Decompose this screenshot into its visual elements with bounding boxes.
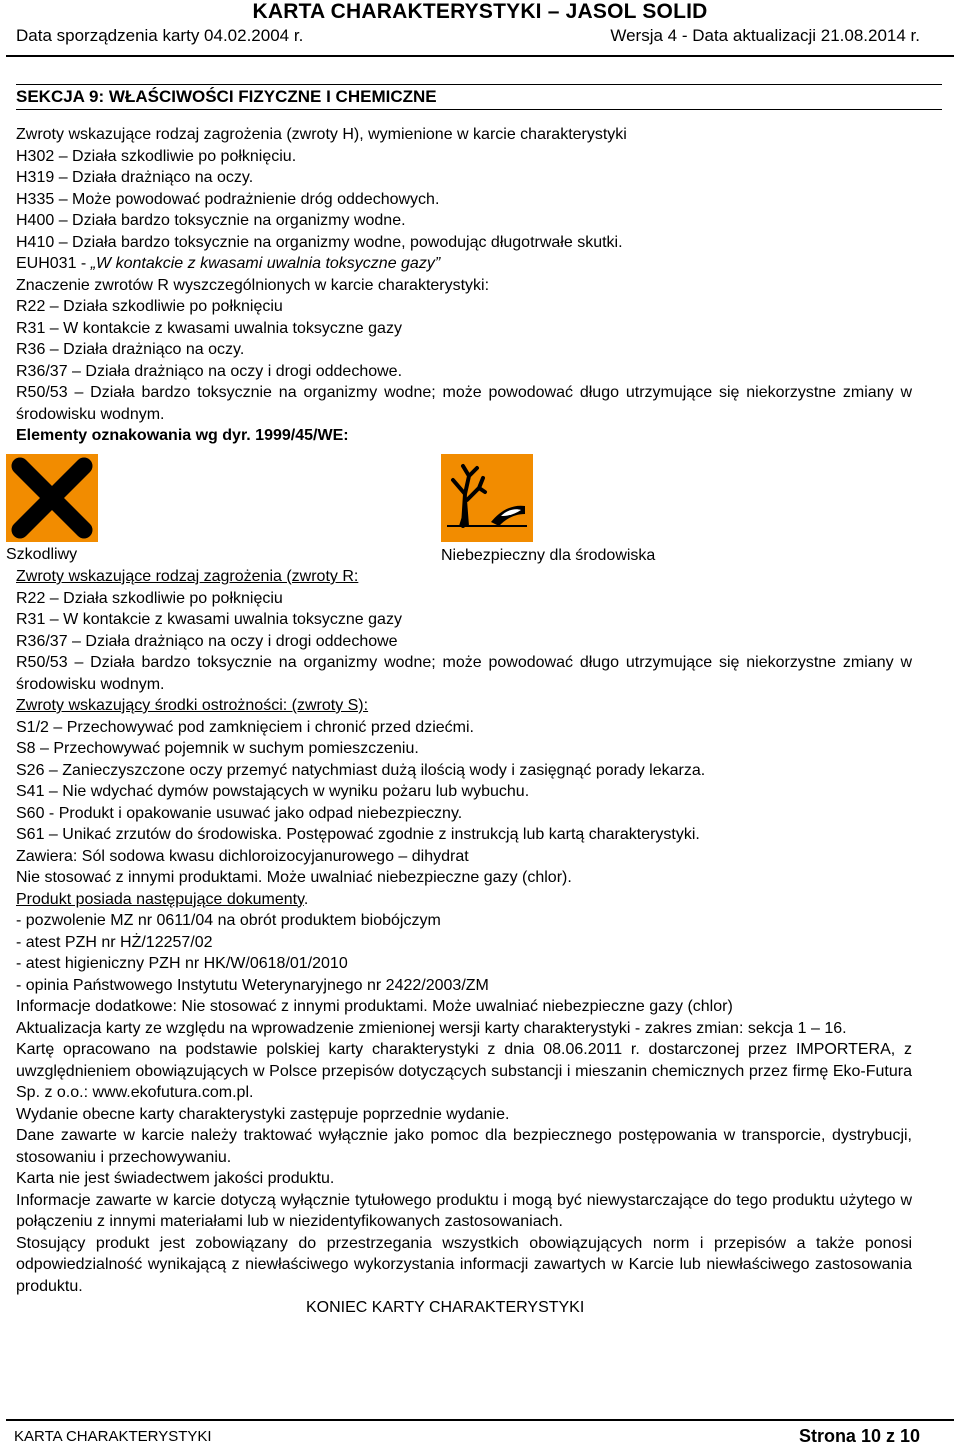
labels-heading: Elementy oznakowania wg dyr. 1999/45/WE: bbox=[16, 427, 349, 444]
r-heading: Zwroty wskazujące rodzaj zagrożenia (zwroty R: bbox=[16, 568, 359, 585]
s60-line: S60 - Produkt i opakowanie usuwać jako odpad niebezpieczny. bbox=[16, 804, 463, 822]
not-certificate-info: Karta nie jest świadectwem jakości produktu. bbox=[16, 1170, 335, 1187]
s26-line: S26 – Zanieczyszczone oczy przemyć natychmiast dużą ilością wody i zasięgnąć porady lekarza. bbox=[16, 761, 706, 779]
r22-line-2: R22 – Działa szkodliwie po połknięciu bbox=[16, 589, 283, 607]
contains-line: Zawiera: Sól sodowa kwasu dichloroizocyjanurowego – dihydrat bbox=[16, 847, 469, 865]
mixing-line: Nie stosować z innymi produktami. Może uwalniać niebezpieczne gazy (chlor). bbox=[16, 869, 572, 886]
r36-line: R36 – Działa drażniąco na oczy. bbox=[16, 341, 245, 358]
update-info: Aktualizacja karty ze względu na wprowadzenie zmienionej wersji karty charakterystyki - zakres zmian: sekcja 1 – 16. bbox=[16, 1019, 847, 1037]
h319-line: H319 – Działa drażniąco na oczy. bbox=[16, 169, 254, 186]
r22-line: R22 – Działa szkodliwie po połknięciu bbox=[16, 298, 283, 315]
creation-date: Data sporządzenia karty 04.02.2004 r. bbox=[16, 26, 304, 45]
r3637-line-2: R36/37 – Działa drażniąco na oczy i drogi oddechowe bbox=[16, 632, 398, 650]
version-date: Wersja 4 - Data aktualizacji 21.08.2014 r. bbox=[610, 26, 920, 45]
r31-line-2: R31 – W kontakcie z kwasami uwalnia toksyczne gazy bbox=[16, 611, 402, 628]
harmful-x-icon bbox=[6, 454, 98, 542]
docs-heading-text: Produkt posiada następujące dokumenty bbox=[16, 890, 304, 908]
s61-line: S61 – Unikać zrzutów do środowiska. Postępować zgodnie z instrukcją lub kartą charakterystyki. bbox=[16, 826, 700, 843]
liability-info: Stosujący produkt jest zobowiązany do przestrzegania wszystkich obowiązujących norm i przepisów a także ponosi odpowiedzialność wynikającą z niewłaściwego wykorzystania informacji zawartych w Karcie lub niewłaściwego zastosowania produktu. bbox=[16, 1234, 912, 1295]
h410-line: H410 – Działa bardzo toksycznie na organizmy wodne, powodując długotrwałe skutki. bbox=[16, 233, 623, 251]
environment-caption: Niebezpieczny dla środowiska bbox=[441, 547, 656, 564]
scope-info: Informacje zawarte w karcie dotyczą wyłącznie tytułowego produktu i mogą być niewystarczające do tego produktu użytego w połączeniu z innymi materiałami lub w niezidentyfikowanych zastosowaniach. bbox=[16, 1191, 912, 1230]
end-of-sheet: KONIEC KARTY CHARAKTERYSTYKI bbox=[306, 1299, 585, 1316]
doc-item: - pozwolenie MZ nr 0611/04 na obrót produktem biobójczym bbox=[16, 912, 441, 929]
docs-heading-dot: . bbox=[303, 890, 309, 908]
euh031-line bbox=[16, 253, 912, 275]
page-number: Strona 10 z 10 bbox=[798, 1426, 920, 1446]
r3637-line: R36/37 – Działa drażniąco na oczy i drogi oddechowe. bbox=[16, 362, 403, 380]
section-title: SEKCJA 9: WŁAŚCIWOŚCI FIZYCZNE I CHEMICZNE bbox=[16, 84, 942, 110]
doc-item: - atest higieniczny PZH nr HK/W/0618/01/2010 bbox=[16, 955, 348, 972]
s41-line: S41 – Nie wdychać dymów powstających w wyniku pożaru lub wybuchu. bbox=[16, 783, 530, 800]
euh-text: „W kontakcie z kwasami uwalnia toksyczne gazy” bbox=[90, 255, 441, 272]
docs-heading bbox=[16, 889, 912, 911]
document-title: KARTA CHARAKTERYSTYKI – JASOL SOLID bbox=[252, 0, 708, 23]
r31-line: R31 – W kontakcie z kwasami uwalnia toksyczne gazy bbox=[16, 319, 402, 337]
footer-divider bbox=[6, 1419, 954, 1421]
header-divider bbox=[6, 55, 954, 57]
h-phrases-block bbox=[16, 124, 912, 447]
r-intro: Znaczenie zwrotów R wyszczególnionych w karcie charakterystyki: bbox=[16, 276, 490, 294]
euh-code: EUH031 - bbox=[16, 255, 91, 272]
s8-line: S8 – Przechowywać pojemnik w suchym pomieszczeniu. bbox=[16, 740, 419, 757]
data-use-info: Dane zawarte w karcie należy traktować wyłącznie jako pomoc dla bezpiecznego postępowania w transporcie, dystrybucji, stosowaniu i przechowywaniu. bbox=[16, 1127, 912, 1166]
source-info: Kartę opracowano na podstawie polskiej karty charakterystyki z dnia 08.06.2011 r. dostarczonej przez IMPORTERA, z uwzględnieniem obowiązujących w Polsce przepisów dotyczących substancji i mieszanin chemicznych przez firmę Eko-Futura Sp. z o.o.: www.ekofutura.com.pl. bbox=[16, 1041, 912, 1101]
s-heading: Zwroty wskazujący środki ostrożności: (zwroty S): bbox=[16, 697, 369, 714]
r-s-block bbox=[16, 566, 912, 1319]
additional-info: Informacje dodatkowe: Nie stosować z innymi produktami. Może uwalniać niebezpieczne gazy (chlor) bbox=[16, 998, 733, 1015]
h335-line: H335 – Może powodować podrażnienie dróg oddechowych. bbox=[16, 190, 440, 208]
harmful-caption: Szkodliwy bbox=[6, 546, 78, 563]
doc-item: - atest PZH nr HŻ/12257/02 bbox=[16, 933, 213, 951]
s12-line: S1/2 – Przechowywać pod zamknięciem i chronić przed dziećmi. bbox=[16, 718, 474, 736]
r5053-line: R50/53 – Działa bardzo toksycznie na organizmy wodne; może powodować długo utrzymujące się niekorzystne zmiany w środowisku wodnym. bbox=[16, 384, 912, 423]
footer-title: KARTA CHARAKTERYSTYKI bbox=[14, 1428, 212, 1445]
replaces-info: Wydanie obecne karty charakterystyki zastępuje poprzednie wydanie. bbox=[16, 1105, 510, 1123]
h-intro: Zwroty wskazujące rodzaj zagrożenia (zwroty H), wymienione w karcie charakterystyki bbox=[16, 126, 627, 143]
doc-item: - opinia Państwowego Instytutu Weterynaryjnego nr 2422/2003/ZM bbox=[16, 976, 489, 994]
h400-line: H400 – Działa bardzo toksycznie na organizmy wodne. bbox=[16, 212, 406, 229]
h302-line: H302 – Działa szkodliwie po połknięciu. bbox=[16, 147, 297, 165]
r5053-line-2: R50/53 – Działa bardzo toksycznie na organizmy wodne; może powodować długo utrzymujące się niekorzystne zmiany w środowisku wodnym. bbox=[16, 654, 912, 693]
dead-tree-fish-icon bbox=[441, 454, 533, 542]
